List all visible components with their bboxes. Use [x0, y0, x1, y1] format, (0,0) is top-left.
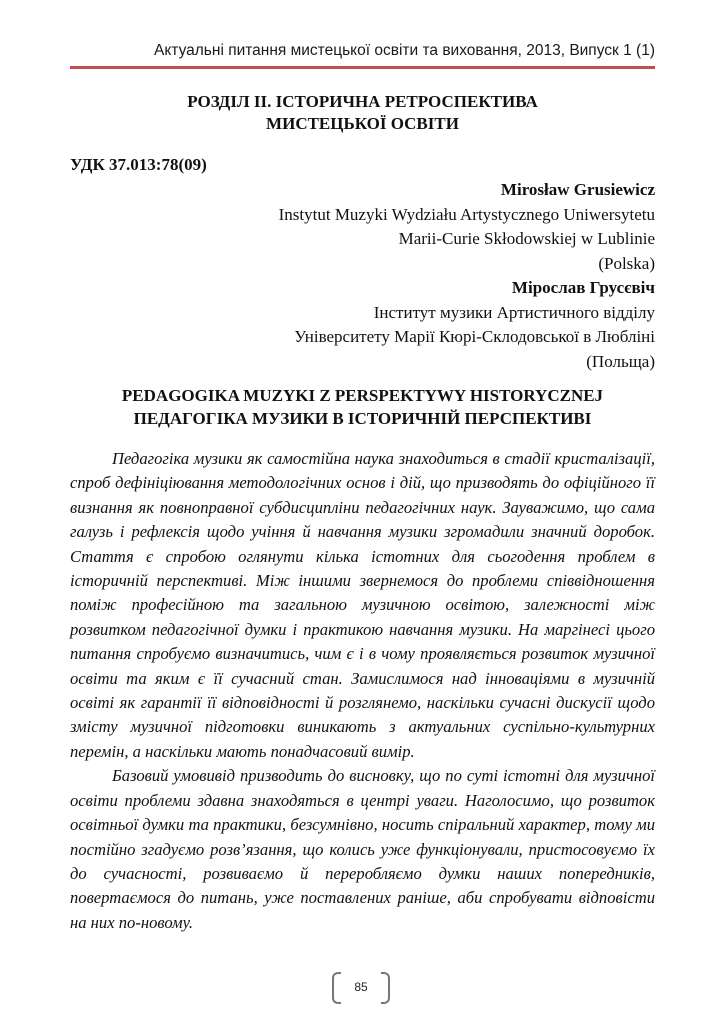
page-number-box [332, 972, 390, 1002]
country-ua: (Польща) [586, 351, 655, 371]
article-title-ua: ПЕДАГОГІКА МУЗИКИ В ІСТОРИЧНІЙ ПЕРСПЕКТИВІ [133, 409, 592, 428]
affiliation-pl-line1: Instytut Muzyki Wydziału Artystycznego Uniwersytetu [278, 204, 655, 224]
udk-code: УДК 37.013:78(09) [70, 155, 207, 174]
section-title-line2: МИСТЕЦЬКОЇ ОСВІТИ [266, 114, 459, 133]
abstract-paragraph-2: Базовий умовивід призводить до висновку, що по суті істотні для музичної освіти проблеми здавна знаходяться в центрі уваги. Наголосимо, що розвиток освітньої думки та практики, безсумнівно, носить спіральний характер, тому ми постійно згадуємо розв’язання, що колись уже функціонували, пристосовуємо їх до сучасності, розвиваємо й переробляємо думки наших попередників, повертаємося до питань, уже поставлених раніше, аби спробувати відповісти на них по-новому. [70, 766, 655, 932]
abstract-paragraph-1: Педагогіка музики як самостійна наука знаходиться в стадії кристалізації, спроб дефініціювання методологічних основ і дій, що призводять до офіційного її визнання як повноправної субдисципліни педагогічних наук. Зауважимо, що сама галузь і рефлексія щодо учіння й навчання музики згромадили значний доробок. Стаття є спробою оглянути кілька істотних для сьогодення проблем в історичній перспективі. Між іншими звернемося до проблеми співвідношення поміж професійною та загальною музичною освітою, залежності між розвитком педагогічної думки і практикою навчання музики. На маргінесі цього питання спробуємо визначитись, чим є і в чому проявляється розвиток музичної освіти та яким є її сучасний стан. Замислимося над інноваціями в музичній освіті як гарантії її відповідності й розглянемо, наскільки сучасні дискусії щодо змісту музичної підготовки виникають з актуальних суспільно-культурних перемін, а наскільки мають понадчасовий вимір. [70, 449, 655, 761]
author-name-ua: Міpослав Грусєвіч [511, 278, 655, 297]
right-bracket-icon [381, 972, 390, 1004]
abstract [70, 447, 655, 935]
author-block [279, 178, 655, 374]
article-title-pl: PEDAGOGIKA MUZYKI Z PERSPEKTYWY HISTORYCZNEJ [121, 386, 604, 405]
page-number: 85 [354, 980, 368, 994]
affiliation-ua-line2: Університету Марії Кюрі-Склодовської в Любліні [294, 327, 655, 346]
article-title [70, 384, 655, 430]
section-title-line1: РОЗДІЛ ІІ. ІСТОРИЧНА РЕТРОСПЕКТИВА [187, 92, 538, 111]
left-bracket-icon [332, 972, 341, 1004]
running-head: Актуальні питання мистецької освіти та виховання, 2013, Випуск 1 (1) [154, 42, 655, 59]
country-pl: (Polska) [598, 253, 655, 273]
author-name-pl: Mirosław Grusiewicz [500, 180, 655, 199]
affiliation-pl-line2: Marii-Curie Skłodowskiej w Lublinie [398, 229, 655, 248]
affiliation-ua-line1: Інститут музики Артистичного відділу [373, 302, 655, 322]
section-title [70, 91, 655, 135]
header-rule [70, 66, 655, 69]
